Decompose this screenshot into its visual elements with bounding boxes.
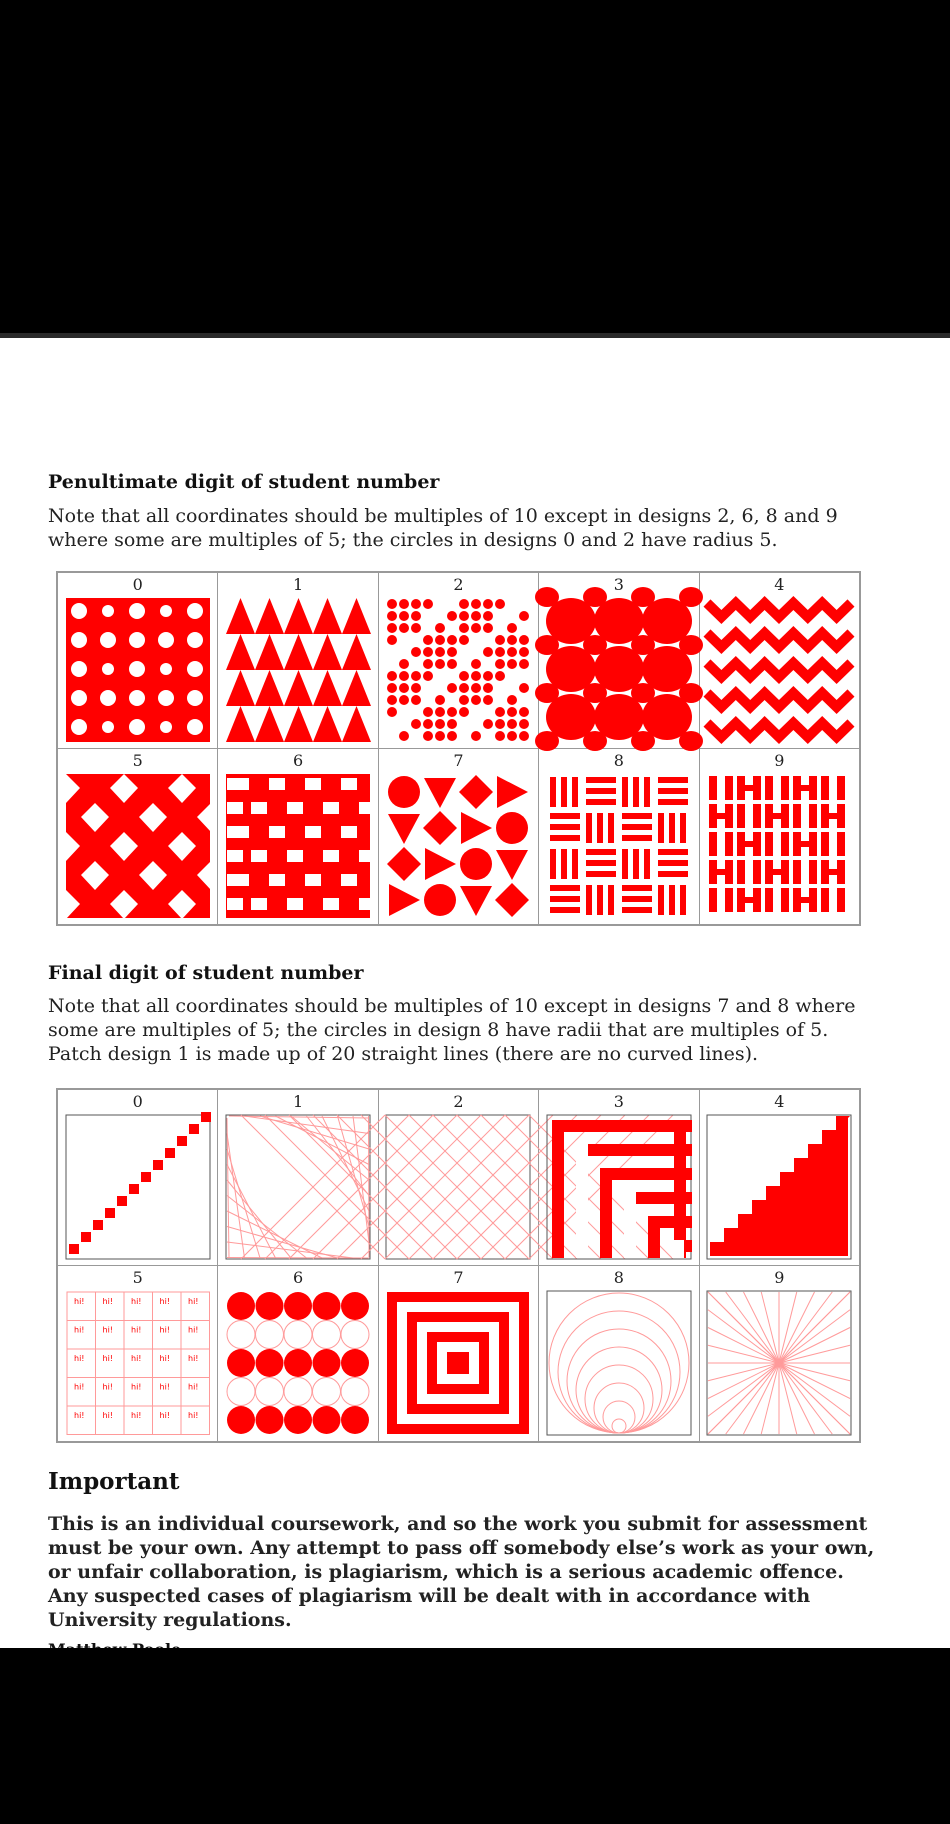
- design-label: 5: [132, 751, 143, 770]
- design-label: 2: [453, 575, 464, 594]
- patch-design-1: [225, 597, 371, 743]
- design-label: 1: [292, 1092, 304, 1111]
- design-cell-p1: [218, 573, 378, 749]
- patch-design-6: [225, 1290, 371, 1436]
- design-cell-f9: [699, 1266, 859, 1442]
- hi-label: hi!: [159, 1411, 170, 1420]
- document-page: [0, 338, 950, 1648]
- patch-design-0: [65, 597, 211, 743]
- section1-heading: Penultimate digit of student number: [48, 471, 440, 493]
- design-cell-p9: [699, 749, 859, 925]
- hi-label: hi!: [102, 1354, 113, 1363]
- design-label: 3: [613, 1092, 624, 1111]
- hi-label: hi!: [73, 1325, 85, 1335]
- design-label: 2: [453, 1092, 464, 1111]
- design-label: 3: [613, 575, 624, 594]
- section2-note: Note that all coordinates should be multiples of 10 except in designs 7 and 8 where some are multiples of 5; the circles in design 8 have radii that are multiples of 5. Patch design 1 is made up of 20 straight lines (there are no curved lines).: [48, 995, 856, 1065]
- hi-label: hi!: [130, 1325, 142, 1335]
- design-cell-f6: [218, 1266, 378, 1442]
- design-cell-p7: [378, 749, 538, 925]
- hi-label: hi!: [187, 1411, 199, 1420]
- design-label: 5: [132, 1268, 143, 1287]
- patch-design-9: [706, 1290, 852, 1436]
- patch-design-2: [385, 1114, 531, 1260]
- design-label: 9: [774, 751, 785, 770]
- hi-label: hi!: [102, 1297, 113, 1306]
- hi-label: hi!: [187, 1297, 199, 1306]
- hi-label: hi!: [73, 1354, 85, 1363]
- section1-note: Note that all coordinates should be multiples of 10 except in designs 2, 6, 8 and 9 where some are multiples of 5; the circles in designs 0 and 2 have radius 5.: [48, 505, 838, 551]
- design-label: 0: [132, 1092, 143, 1111]
- patch-design-7: [385, 773, 531, 919]
- patch-design-3: [546, 1114, 692, 1260]
- design-cell-f2: [378, 1090, 538, 1266]
- hi-label: hi!: [130, 1297, 142, 1306]
- hi-label: hi!: [102, 1411, 113, 1420]
- bottom-black-bar: [0, 1648, 950, 1824]
- important-heading: Important: [48, 1468, 180, 1495]
- design-label: 7: [453, 751, 464, 770]
- design-label: 9: [774, 1268, 785, 1287]
- hi-label: hi!: [102, 1325, 113, 1335]
- design-cell-p4: [699, 573, 859, 749]
- design-label: 6: [292, 751, 304, 770]
- hi-label: hi!: [102, 1382, 113, 1392]
- design-label: 8: [613, 1268, 624, 1287]
- patch-design-0: [65, 1114, 211, 1260]
- section2-heading: Final digit of student number: [48, 962, 364, 984]
- design-cell-p3: [539, 573, 699, 749]
- patch-design-3: [546, 597, 692, 743]
- hi-label: hi!: [187, 1354, 199, 1363]
- hi-label: hi!: [130, 1354, 142, 1363]
- design-cell-f5: [58, 1266, 218, 1442]
- design-label: 7: [453, 1268, 464, 1287]
- penultimate-design-grid: [56, 571, 861, 926]
- design-cell-f4: [699, 1090, 859, 1266]
- patch-design-8: [546, 1290, 692, 1436]
- design-label: 0: [132, 575, 143, 594]
- hi-label: hi!: [73, 1411, 85, 1420]
- patch-design-4: [706, 1114, 852, 1260]
- patch-design-6: [225, 773, 371, 919]
- design-cell-p6: [218, 749, 378, 925]
- hi-label: hi!: [159, 1325, 170, 1335]
- hi-label: hi!: [187, 1382, 199, 1392]
- important-body: This is an individual coursework, and so the work you submit for assessment must be your own. Any attempt to pass off somebody else’s work as your own, or unfair collaboration, is plagiarism, which is a serious academic offence. Any suspected cases of plagiarism will be dealt with in accordance with University regulations.: [48, 1513, 875, 1631]
- design-label: 1: [292, 575, 304, 594]
- patch-design-5: [65, 1290, 211, 1436]
- design-cell-f0: [58, 1090, 218, 1266]
- patch-design-4: [706, 597, 852, 743]
- design-cell-p0: [58, 573, 218, 749]
- design-label: 4: [774, 1092, 785, 1111]
- hi-label: hi!: [130, 1382, 142, 1392]
- hi-label: hi!: [73, 1382, 85, 1392]
- final-design-grid: [56, 1088, 861, 1443]
- design-cell-p2: [378, 573, 538, 749]
- top-black-bar: [0, 0, 950, 338]
- patch-design-2: [385, 597, 531, 743]
- patch-design-8: [546, 773, 692, 919]
- design-label: 4: [774, 575, 785, 594]
- hi-label: hi!: [159, 1297, 170, 1306]
- patch-design-1: [225, 1114, 371, 1260]
- hi-label: hi!: [159, 1354, 170, 1363]
- patch-design-7: [385, 1290, 531, 1436]
- design-label: 8: [613, 751, 624, 770]
- patch-design-5: [65, 773, 211, 919]
- hi-label: hi!: [130, 1411, 142, 1420]
- patch-design-9: [706, 773, 852, 919]
- hi-label: hi!: [187, 1325, 199, 1335]
- design-cell-f7: [378, 1266, 538, 1442]
- design-label: 6: [292, 1268, 304, 1287]
- hi-label: hi!: [73, 1297, 85, 1306]
- design-cell-p5: [58, 749, 218, 925]
- design-cell-f3: [539, 1090, 699, 1266]
- design-cell-f8: [539, 1266, 699, 1442]
- hi-label: hi!: [159, 1382, 170, 1392]
- design-cell-p8: [539, 749, 699, 925]
